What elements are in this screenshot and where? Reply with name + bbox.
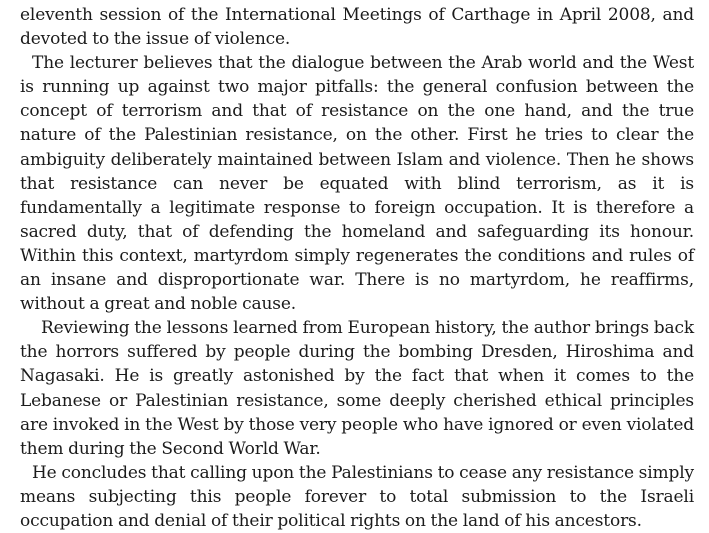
body-text (20, 3, 694, 533)
paragraph-lecturer-pitfalls: The lecturer believes that the dialogue between the Arab world and the West is running up against two major pitfalls: the general confusion between the concept of terrorism and that of resistance on the one hand, and the true nature of the Palestinian resistance, on the other. First he tries to clear the ambiguity deliberately maintained between Islam and violence. Then he shows that resistance can never be equated with blind terrorism, as it is fundamentally a legitimate response to foreign occupation. It is therefore a sacred duty, that of defending the homeland and safeguarding its honour. Within this context, martyrdom simply regenerates the conditions and rules of an insane and disproportionate war. There is no martyrdom, he reaffirms, without a great and noble cause. (20, 53, 694, 315)
paragraph-european-history: Reviewing the lessons learned from European history, the author brings back the horrors suffered by people during the bombing Dresden, Hiroshima and Nagasaki. He is greatly astonished by the fact that when it comes to the Lebanese or Palestinian resistance, some deeply cherished ethical principles are invoked in the West by those very people who have ignored or even violated them during the Second World War. (20, 318, 694, 459)
paragraph-conclusion: He concludes that calling upon the Palestinians to cease any resistance simply means subjecting this people forever to total submission to the Israeli occupation and denial of their political rights on the land of his ancestors. (20, 462, 694, 531)
paragraph-continuation: eleventh session of the International Meetings of Carthage in April 2008, and devoted to the issue of violence. (20, 5, 694, 50)
